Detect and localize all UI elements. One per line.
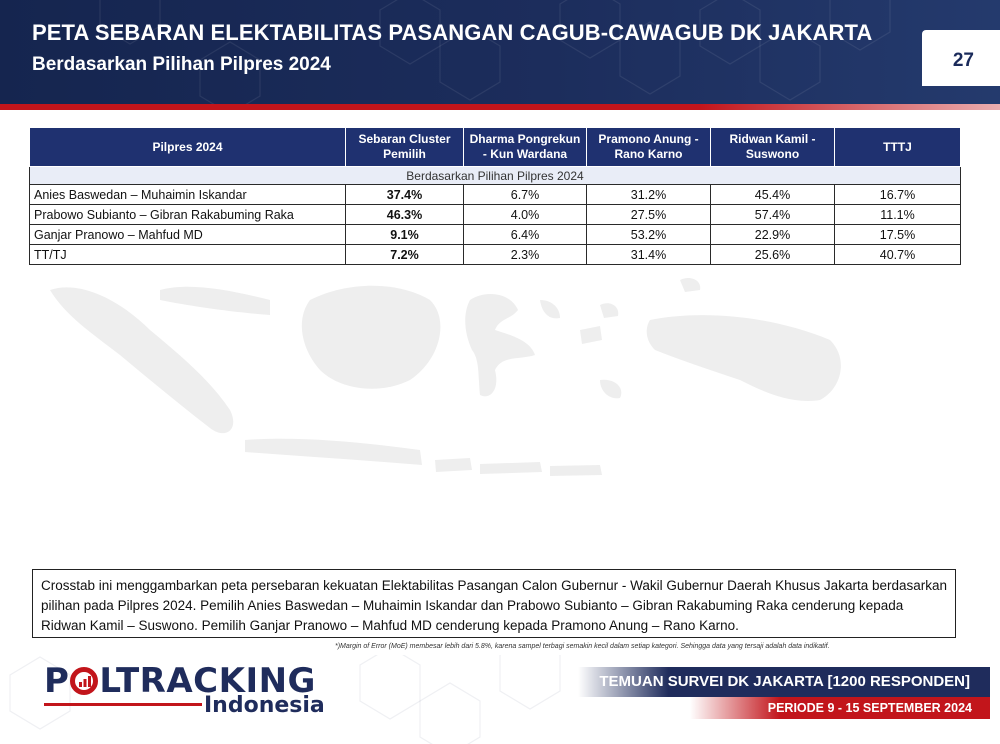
table-cell: 31.4%	[587, 245, 711, 265]
table-cell: 46.3%	[346, 205, 464, 225]
table-cell: 16.7%	[835, 185, 961, 205]
table-cell: 25.6%	[711, 245, 835, 265]
table-row	[30, 225, 961, 245]
page-number: 27	[952, 50, 974, 71]
note-text: Crosstab ini menggambarkan peta persebaran kekuatan Elektabilitas Pasangan Calon Gubernur - Wakil Gubernur Daerah Khusus Jakarta berdasarkan pilihan pada Pilpres 2024. Pemilih Anies Baswedan – Muhaimin Iskandar dan Prabowo Subianto – Gibran Rakabuming Raka cenderung kepada Ridwan Kamil – Suswono. Pemilih Ganjar Pranowo – Mahfud MD cenderung kepada Pramono Anung – Rano Karno.	[41, 578, 948, 633]
section-label: Berdasarkan Pilihan Pilpres 2024	[30, 167, 961, 185]
logo-chart-icon	[70, 667, 98, 695]
crosstab-table	[29, 127, 961, 265]
logo-subtitle: Indonesia	[204, 693, 325, 718]
row-label: TT/TJ	[30, 245, 346, 265]
note-box	[32, 569, 956, 638]
table-cell: 45.4%	[711, 185, 835, 205]
indonesia-map-watermark	[40, 260, 980, 560]
hexagon-pattern	[0, 0, 1000, 104]
survey-banner-text: TEMUAN SURVEI DK JAKARTA [1200 RESPONDEN]	[599, 673, 970, 690]
table-cell: 7.2%	[346, 245, 464, 265]
table-cell: 9.1%	[346, 225, 464, 245]
logo-letter: P	[44, 661, 70, 701]
table-cell: 4.0%	[464, 205, 587, 225]
table-cell: 57.4%	[711, 205, 835, 225]
table-cell: 2.3%	[464, 245, 587, 265]
footnote: *)Margin of Error (MoE) membesar lebih dari 5.8%, karena sampel terbagi semakin kecil dalam setiap kategori. Sehingga data yang tersaji adalah data indikatif.	[335, 643, 830, 650]
section-row	[30, 167, 961, 185]
column-header: Pramono Anung - Rano Karno	[587, 128, 711, 167]
table-cell: 37.4%	[346, 185, 464, 205]
column-header: Pilpres 2024	[30, 128, 346, 167]
header-accent-line	[0, 104, 1000, 110]
survey-banner	[578, 667, 990, 697]
header-banner	[0, 0, 1000, 104]
logo-underline	[44, 703, 202, 706]
column-header: TTTJ	[835, 128, 961, 167]
column-header: Dharma Pongrekun - Kun Wardana	[464, 128, 587, 167]
poltracking-logo	[44, 661, 325, 718]
table-cell: 6.4%	[464, 225, 587, 245]
page-title: PETA SEBARAN ELEKTABILITAS PASANGAN CAGUB-CAWAGUB DK JAKARTA	[32, 20, 873, 45]
page-subtitle: Berdasarkan Pilihan Pilpres 2024	[32, 54, 331, 75]
table-cell: 11.1%	[835, 205, 961, 225]
table-cell: 27.5%	[587, 205, 711, 225]
period-banner-text: PERIODE 9 - 15 SEPTEMBER 2024	[767, 701, 972, 715]
table-cell: 31.2%	[587, 185, 711, 205]
row-label: Prabowo Subianto – Gibran Rakabuming Raka	[30, 205, 346, 225]
table-cell: 53.2%	[587, 225, 711, 245]
period-banner	[690, 697, 990, 719]
row-label: Ganjar Pranowo – Mahfud MD	[30, 225, 346, 245]
logo-letters: LTRACKING	[99, 661, 316, 701]
table-row	[30, 205, 961, 225]
row-label: Anies Baswedan – Muhaimin Iskandar	[30, 185, 346, 205]
column-header: Ridwan Kamil - Suswono	[711, 128, 835, 167]
table-cell: 6.7%	[464, 185, 587, 205]
table-cell: 17.5%	[835, 225, 961, 245]
column-header: Sebaran Cluster Pemilih	[346, 128, 464, 167]
table-row	[30, 245, 961, 265]
table-row	[30, 185, 961, 205]
table-header-row	[30, 128, 961, 167]
table-cell: 40.7%	[835, 245, 961, 265]
table-cell: 22.9%	[711, 225, 835, 245]
